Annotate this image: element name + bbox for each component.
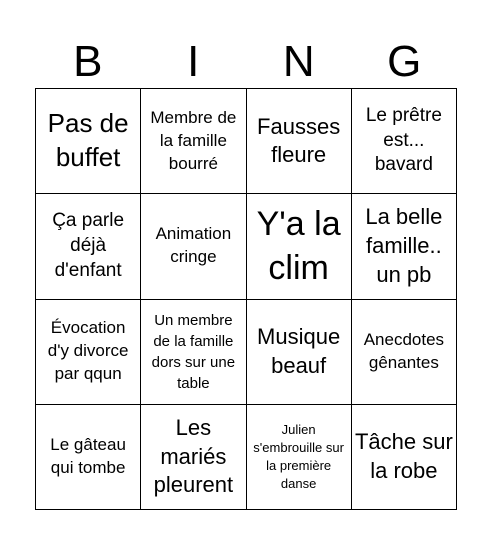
cell-text: Le gâteau qui tombe xyxy=(50,434,126,477)
cell-text: Fausses fleure xyxy=(257,113,341,168)
header-letter-b: B xyxy=(73,37,103,86)
bingo-cell[interactable] xyxy=(247,89,352,194)
cell-text: Les mariés pleurent xyxy=(153,414,234,498)
cell-text: Ça parle déjà d'enfant xyxy=(52,210,125,281)
bingo-cell[interactable] xyxy=(141,89,246,194)
header-letter-i: I xyxy=(187,37,200,86)
header-letter-g: G xyxy=(387,37,422,86)
bingo-cell[interactable] xyxy=(247,405,352,510)
bingo-cell[interactable] xyxy=(36,405,141,510)
header-letter-n: N xyxy=(282,37,315,86)
cell-text: Tâche sur la robe xyxy=(354,429,453,483)
bingo-cell[interactable] xyxy=(352,405,457,510)
cell-text: Pas de buffet xyxy=(47,108,129,173)
bingo-cell[interactable] xyxy=(36,194,141,299)
cell-text: Un membre de la famille dors sur une table xyxy=(151,311,236,392)
bingo-cell[interactable] xyxy=(247,300,352,405)
bingo-grid xyxy=(35,88,457,510)
bingo-cell[interactable] xyxy=(141,300,246,405)
cell-text: La belle famille.. un pb xyxy=(365,204,443,287)
bingo-cell[interactable] xyxy=(247,194,352,299)
cell-text: Animation cringe xyxy=(155,224,232,267)
bingo-header xyxy=(35,36,457,88)
bingo-cell[interactable] xyxy=(352,300,457,405)
cell-text: Le prêtre est... bavard xyxy=(365,105,442,176)
cell-text: Anecdotes gênantes xyxy=(363,329,445,372)
bingo-cell[interactable] xyxy=(141,194,246,299)
bingo-cell[interactable] xyxy=(352,89,457,194)
cell-text: Évocation d'y divorce par qqun xyxy=(47,318,129,384)
bingo-cell[interactable] xyxy=(36,300,141,405)
cell-text: Membre de la famille bourré xyxy=(150,107,237,173)
cell-text: Musique beauf xyxy=(257,324,341,378)
bingo-cell[interactable] xyxy=(36,89,141,194)
bingo-cell[interactable] xyxy=(352,194,457,299)
cell-text: Y'a la clim xyxy=(256,205,341,288)
cell-text: Julien s'embrouille sur la première danse xyxy=(253,421,344,492)
bingo-cell[interactable] xyxy=(141,405,246,510)
